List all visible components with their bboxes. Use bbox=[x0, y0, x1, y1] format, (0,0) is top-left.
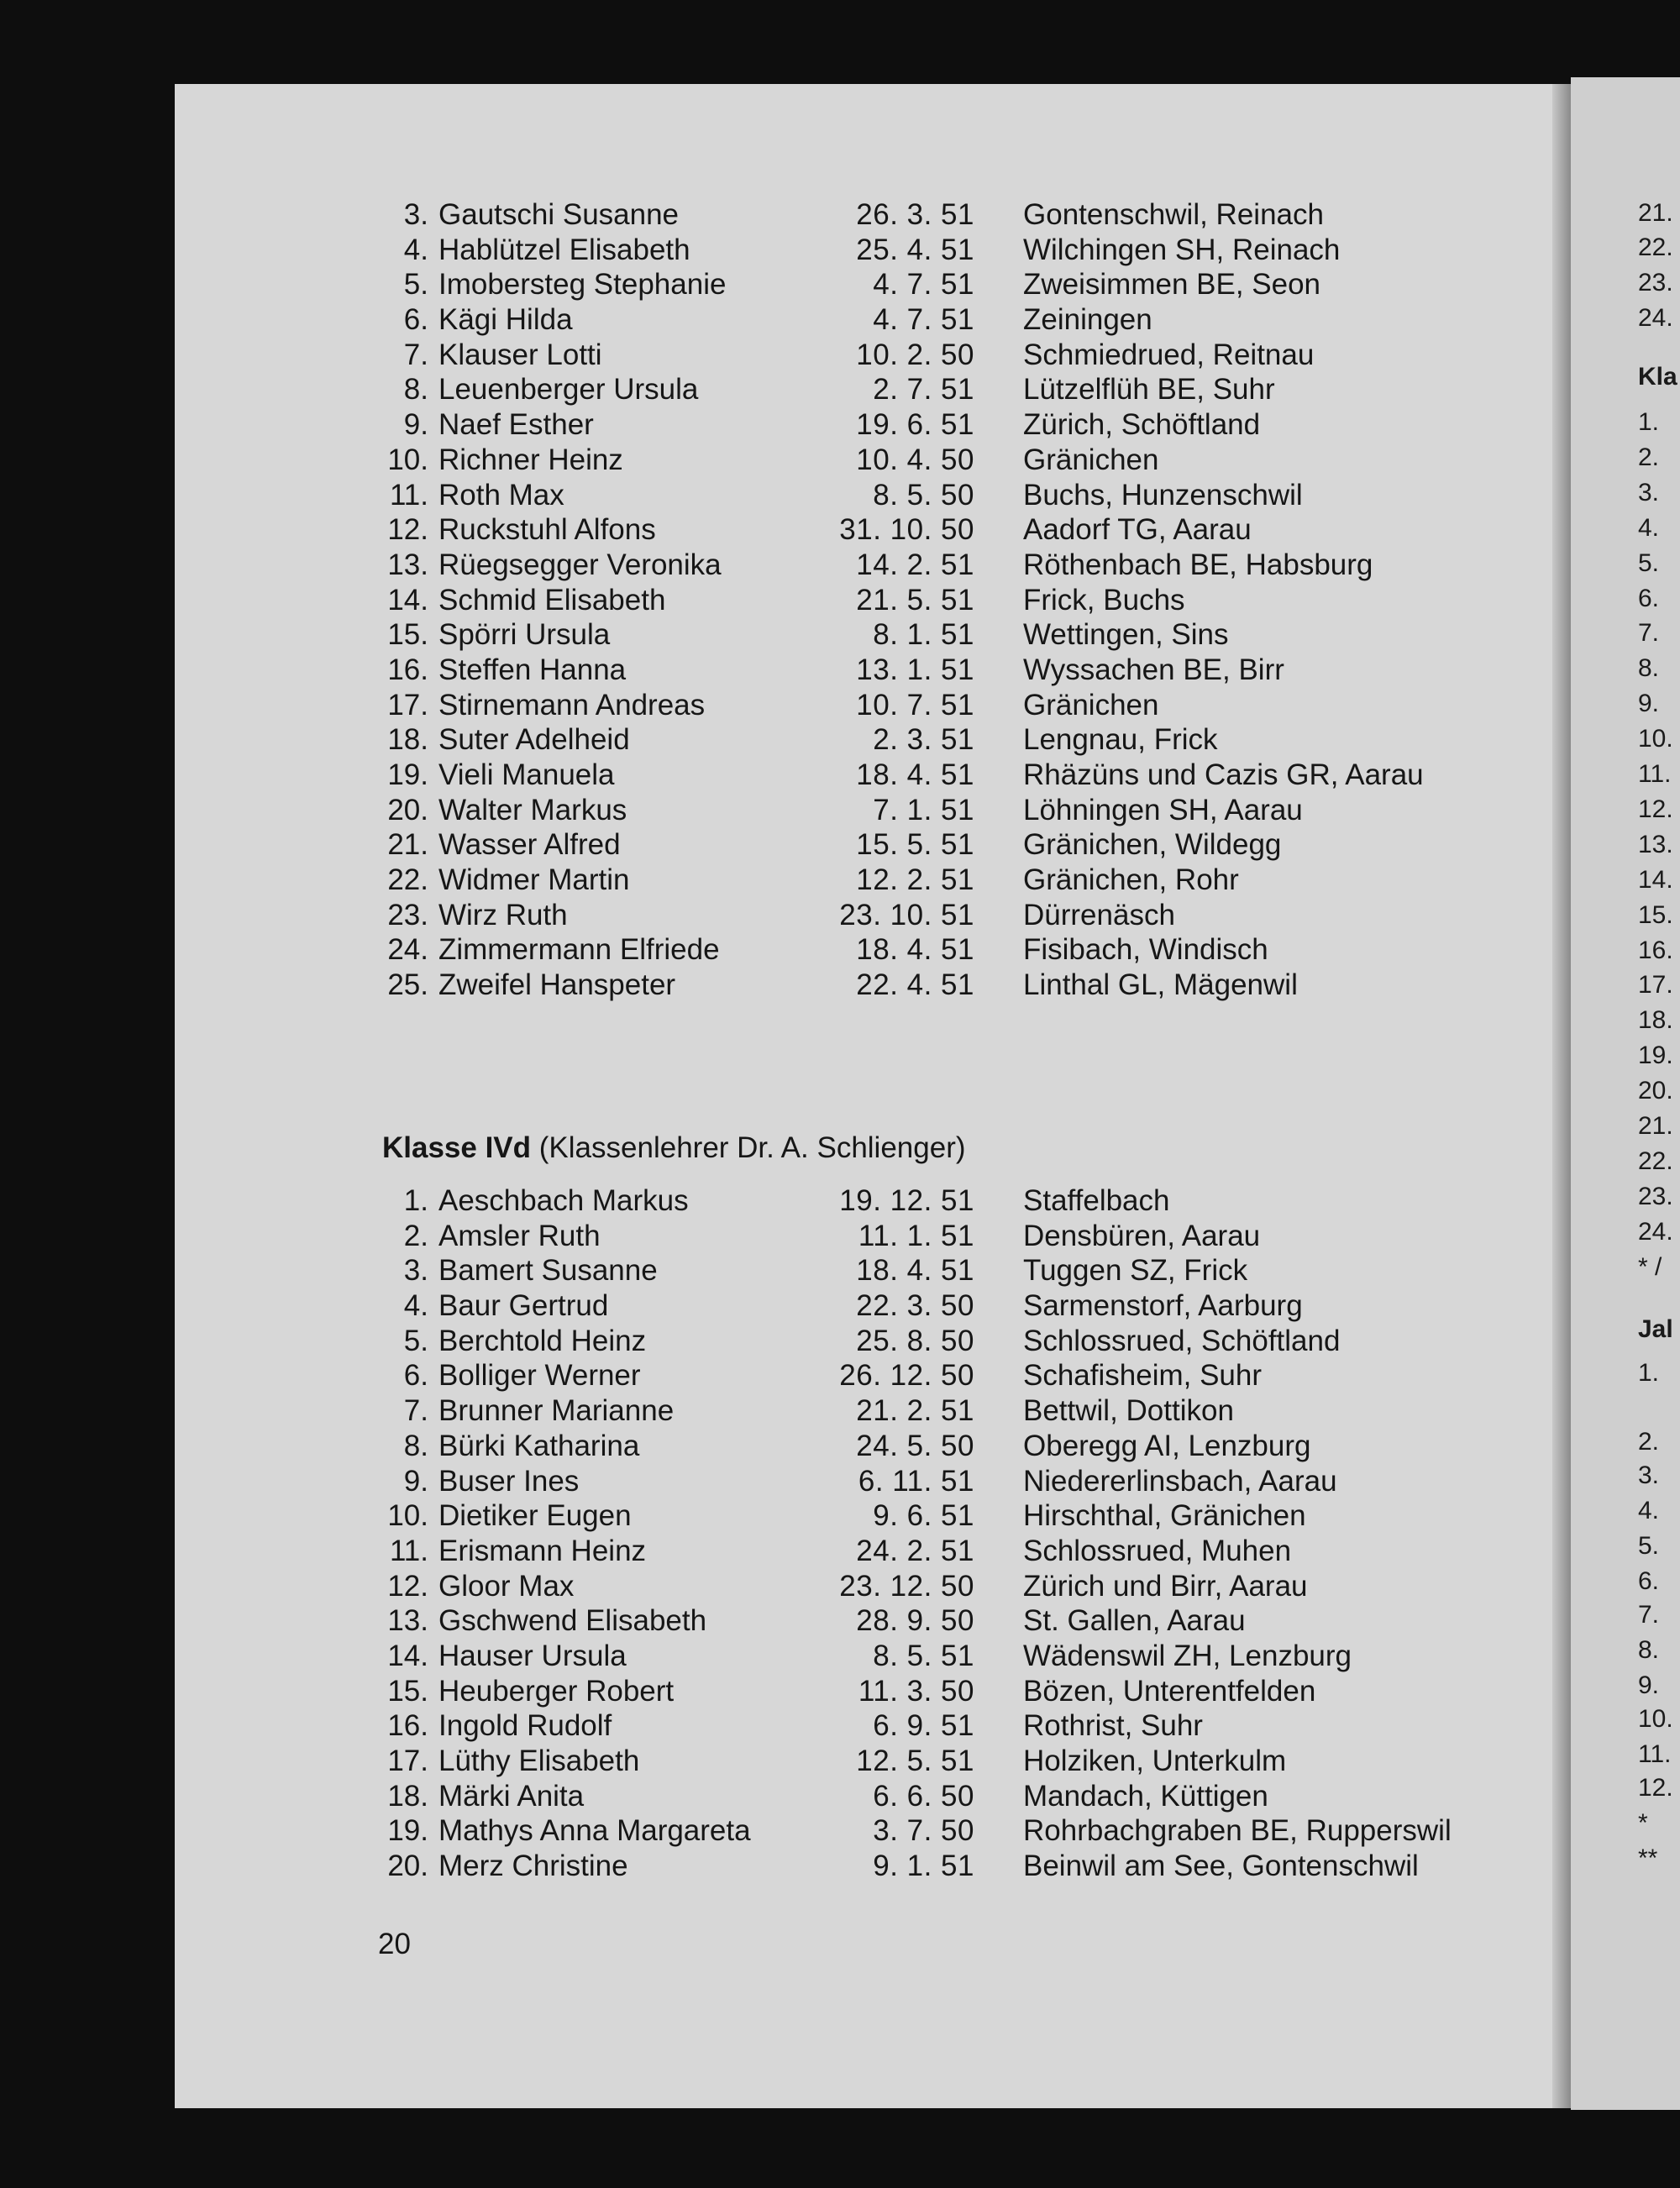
student-name: Berchtold Heinz bbox=[438, 1324, 647, 1357]
list-item bbox=[0, 1324, 1680, 1359]
hometown-residence: Tuggen SZ, Frick bbox=[1023, 1254, 1248, 1288]
list-item bbox=[0, 512, 1680, 548]
student-name: Gautschi Susanne bbox=[438, 198, 680, 231]
list-item bbox=[0, 1639, 1680, 1674]
list-item bbox=[0, 1569, 1680, 1604]
birth-date: 23. 12. 50 bbox=[839, 1569, 974, 1603]
birth-date: 21. 5. 51 bbox=[856, 583, 974, 617]
birth-date: 25. 4. 51 bbox=[856, 233, 974, 266]
birth-date: 9. 6. 51 bbox=[873, 1499, 974, 1533]
student-number: 18. bbox=[387, 723, 428, 757]
list-item bbox=[0, 932, 1680, 968]
student-number: 25. bbox=[387, 968, 428, 1002]
student-number: 10. bbox=[387, 1499, 428, 1533]
list-item bbox=[0, 793, 1680, 828]
birth-date: 6. 9. 51 bbox=[873, 1709, 974, 1743]
birth-date: 6. 6. 50 bbox=[873, 1779, 974, 1813]
list-item bbox=[0, 583, 1680, 618]
birth-date: 12. 5. 51 bbox=[856, 1745, 974, 1777]
student-name: Märki Anita bbox=[438, 1779, 585, 1813]
right-page-fragment: 19. bbox=[1638, 1042, 1673, 1070]
birth-date: 2. 3. 51 bbox=[873, 723, 974, 757]
list-item bbox=[0, 197, 1680, 233]
hometown-residence: Schafisheim, Suhr bbox=[1023, 1359, 1263, 1393]
student-number: 9. bbox=[403, 1464, 428, 1498]
list-item bbox=[0, 1498, 1680, 1534]
class-teacher: (Klassenlehrer Dr. A. Schlienger) bbox=[538, 1131, 966, 1164]
birth-date: 23. 10. 51 bbox=[839, 898, 974, 931]
right-page-fragment: 11. bbox=[1638, 1740, 1672, 1768]
hometown-residence: Lützelflüh BE, Suhr bbox=[1023, 373, 1275, 407]
right-page-fragment: 1. bbox=[1638, 1359, 1660, 1387]
student-name: Bürki Katharina bbox=[438, 1429, 640, 1462]
hometown-residence: Schlossrued, Schöftland bbox=[1023, 1324, 1341, 1357]
hometown-residence: Densbüren, Aarau bbox=[1023, 1219, 1261, 1252]
list-item bbox=[0, 478, 1680, 513]
student-number: 6. bbox=[403, 303, 428, 337]
list-item bbox=[0, 1358, 1680, 1393]
student-name: Klauser Lotti bbox=[438, 338, 602, 371]
list-item bbox=[0, 617, 1680, 653]
hometown-residence: Wädenswil ZH, Lenzburg bbox=[1023, 1639, 1352, 1672]
student-number: 4. bbox=[403, 1289, 428, 1323]
list-item bbox=[0, 1849, 1680, 1884]
right-page-fragment: 11. bbox=[1638, 760, 1672, 788]
student-name: Bamert Susanne bbox=[438, 1254, 658, 1288]
student-name: Kägi Hilda bbox=[438, 303, 573, 337]
student-number: 19. bbox=[387, 1814, 428, 1848]
list-item bbox=[0, 1674, 1680, 1709]
birth-date: 10. 4. 50 bbox=[856, 443, 974, 476]
student-number: 11. bbox=[389, 1534, 428, 1567]
student-name: Stirnemann Andreas bbox=[438, 688, 706, 721]
list-item bbox=[0, 372, 1680, 407]
hometown-residence: Röthenbach BE, Habsburg bbox=[1023, 548, 1373, 581]
right-page-fragment: 24. bbox=[1638, 1217, 1673, 1246]
right-page-fragment: Kla bbox=[1638, 363, 1677, 391]
student-name: Naef Esther bbox=[438, 408, 594, 442]
student-number: 20. bbox=[387, 1850, 428, 1883]
student-name: Roth Max bbox=[438, 478, 564, 512]
birth-date: 14. 2. 51 bbox=[856, 548, 974, 581]
right-page-fragment: 7. bbox=[1638, 1601, 1660, 1629]
student-name: Imobersteg Stephanie bbox=[438, 268, 727, 302]
right-page-fragment: 18. bbox=[1638, 1006, 1673, 1035]
student-number: 4. bbox=[403, 233, 428, 266]
birth-date: 10. 7. 51 bbox=[856, 688, 974, 721]
list-item bbox=[0, 233, 1680, 268]
list-item bbox=[0, 758, 1680, 793]
student-name: Bolliger Werner bbox=[438, 1359, 641, 1393]
hometown-residence: Zürich, Schöftland bbox=[1023, 408, 1261, 442]
list-item bbox=[0, 1813, 1680, 1849]
hometown-residence: Gontenschwil, Reinach bbox=[1023, 198, 1324, 231]
student-number: 3. bbox=[403, 198, 428, 231]
student-name: Hauser Ursula bbox=[438, 1639, 627, 1672]
birth-date: 25. 8. 50 bbox=[856, 1324, 974, 1357]
hometown-residence: Gränichen bbox=[1023, 688, 1159, 721]
hometown-residence: Gränichen bbox=[1023, 443, 1159, 476]
student-number: 14. bbox=[387, 583, 428, 617]
hometown-residence: Holziken, Unterkulm bbox=[1023, 1745, 1287, 1777]
list-item bbox=[0, 863, 1680, 898]
student-number: 5. bbox=[403, 1324, 428, 1357]
student-number: 5. bbox=[403, 268, 428, 302]
list-item bbox=[0, 1253, 1680, 1288]
student-number: 16. bbox=[387, 653, 428, 686]
birth-date: 18. 4. 51 bbox=[856, 1254, 974, 1288]
list-item bbox=[0, 1393, 1680, 1429]
birth-date: 26. 12. 50 bbox=[839, 1359, 974, 1393]
student-name: Heuberger Robert bbox=[438, 1674, 675, 1708]
right-page-fragment: 21. bbox=[1638, 1112, 1673, 1140]
student-name: Merz Christine bbox=[438, 1850, 628, 1883]
hometown-residence: Rhäzüns und Cazis GR, Aarau bbox=[1023, 758, 1424, 791]
right-page-fragment: 4. bbox=[1638, 513, 1660, 542]
student-name: Spörri Ursula bbox=[438, 618, 611, 652]
hometown-residence: Gränichen, Wildegg bbox=[1023, 828, 1282, 862]
right-page-fragment: 8. bbox=[1638, 654, 1660, 683]
student-name: Aeschbach Markus bbox=[438, 1184, 689, 1217]
hometown-residence: Rothrist, Suhr bbox=[1023, 1709, 1203, 1743]
student-name: Wirz Ruth bbox=[438, 898, 568, 931]
birth-date: 11. 3. 50 bbox=[858, 1674, 974, 1708]
student-number: 20. bbox=[387, 793, 428, 826]
list-item bbox=[0, 1708, 1680, 1744]
list-item bbox=[0, 1603, 1680, 1639]
birth-date: 31. 10. 50 bbox=[839, 513, 974, 547]
right-page-fragment: 5. bbox=[1638, 1532, 1660, 1560]
birth-date: 8. 5. 51 bbox=[873, 1639, 974, 1672]
student-number: 9. bbox=[403, 408, 428, 442]
right-page-fragment: 5. bbox=[1638, 548, 1660, 577]
birth-date: 4. 7. 51 bbox=[873, 303, 974, 337]
student-name: Ruckstuhl Alfons bbox=[438, 513, 656, 547]
right-page-fragment: 6. bbox=[1638, 584, 1660, 612]
right-page-fragment: 24. bbox=[1638, 304, 1673, 332]
right-page-fragment: 1. bbox=[1638, 408, 1660, 436]
birth-date: 18. 4. 51 bbox=[856, 933, 974, 967]
right-page-fragment: 13. bbox=[1638, 830, 1673, 858]
student-number: 12. bbox=[387, 513, 428, 547]
right-page-fragment: 6. bbox=[1638, 1567, 1660, 1595]
student-number: 23. bbox=[387, 898, 428, 931]
list-item bbox=[0, 267, 1680, 302]
student-number: 19. bbox=[387, 758, 428, 791]
hometown-residence: Wyssachen BE, Birr bbox=[1023, 653, 1284, 686]
student-name: Erismann Heinz bbox=[438, 1534, 647, 1567]
right-page-fragment: 14. bbox=[1638, 865, 1673, 894]
hometown-residence: Beinwil am See, Gontenschwil bbox=[1023, 1850, 1419, 1883]
birth-date: 19. 6. 51 bbox=[856, 408, 974, 442]
student-number: 11. bbox=[389, 478, 428, 512]
student-number: 1. bbox=[403, 1184, 428, 1217]
student-name: Wasser Alfred bbox=[438, 828, 621, 862]
student-number: 2. bbox=[403, 1219, 428, 1252]
student-number: 18. bbox=[387, 1779, 428, 1813]
student-name: Zweifel Hanspeter bbox=[438, 968, 676, 1002]
hometown-residence: Lengnau, Frick bbox=[1023, 723, 1218, 757]
birth-date: 4. 7. 51 bbox=[873, 268, 974, 302]
list-item bbox=[0, 653, 1680, 688]
right-page-fragment: Jal bbox=[1638, 1315, 1673, 1343]
student-number: 14. bbox=[387, 1639, 428, 1672]
list-item bbox=[0, 548, 1680, 583]
student-number: 24. bbox=[387, 933, 428, 967]
birth-date: 8. 1. 51 bbox=[873, 618, 974, 652]
hometown-residence: Rohrbachgraben BE, Rupperswil bbox=[1023, 1814, 1452, 1848]
student-name: Ingold Rudolf bbox=[438, 1709, 612, 1743]
birth-date: 10. 2. 50 bbox=[856, 338, 974, 371]
birth-date: 11. 1. 51 bbox=[858, 1219, 974, 1252]
list-item bbox=[0, 898, 1680, 933]
right-page-fragment: * bbox=[1638, 1809, 1648, 1837]
list-item bbox=[0, 968, 1680, 1003]
student-number: 13. bbox=[387, 548, 428, 581]
birth-date: 28. 9. 50 bbox=[856, 1604, 974, 1638]
student-name: Gschwend Elisabeth bbox=[438, 1604, 707, 1638]
list-item bbox=[0, 827, 1680, 863]
birth-date: 26. 3. 51 bbox=[856, 198, 974, 231]
student-name: Mathys Anna Margareta bbox=[438, 1814, 751, 1848]
birth-date: 22. 4. 51 bbox=[856, 968, 974, 1002]
student-number: 22. bbox=[387, 863, 428, 897]
list-item bbox=[0, 1779, 1680, 1814]
right-page-fragment: 3. bbox=[1638, 1461, 1660, 1489]
student-number: 10. bbox=[387, 443, 428, 476]
right-page-fragment: 9. bbox=[1638, 690, 1660, 718]
student-name: Gloor Max bbox=[438, 1569, 575, 1603]
hometown-residence: Frick, Buchs bbox=[1023, 583, 1185, 617]
hometown-residence: Hirschthal, Gränichen bbox=[1023, 1499, 1306, 1533]
hometown-residence: Bettwil, Dottikon bbox=[1023, 1394, 1234, 1428]
student-number: 3. bbox=[403, 1254, 428, 1288]
birth-date: 13. 1. 51 bbox=[856, 653, 974, 686]
right-page-fragment: 3. bbox=[1638, 478, 1660, 506]
student-name: Hablützel Elisabeth bbox=[438, 233, 690, 266]
right-page-fragment: 17. bbox=[1638, 971, 1673, 1000]
hometown-residence: Dürrenäsch bbox=[1023, 898, 1175, 931]
student-number: 17. bbox=[387, 1745, 428, 1777]
hometown-residence: Wilchingen SH, Reinach bbox=[1023, 233, 1341, 266]
right-page-fragment: 8. bbox=[1638, 1636, 1660, 1664]
list-item bbox=[0, 1429, 1680, 1464]
student-number: 17. bbox=[387, 688, 428, 721]
birth-date: 9. 1. 51 bbox=[873, 1850, 974, 1883]
right-page-fragment: 23. bbox=[1638, 269, 1673, 296]
birth-date: 19. 12. 51 bbox=[839, 1184, 974, 1217]
list-item bbox=[0, 688, 1680, 723]
right-page-fragment: 7. bbox=[1638, 619, 1660, 648]
hometown-residence: Zweisimmen BE, Seon bbox=[1023, 268, 1321, 302]
right-page-fragment: 9. bbox=[1638, 1671, 1660, 1699]
hometown-residence: Wettingen, Sins bbox=[1023, 618, 1229, 652]
right-page-fragment: 21. bbox=[1638, 199, 1673, 227]
student-name: Steffen Hanna bbox=[438, 653, 627, 686]
birth-date: 22. 3. 50 bbox=[856, 1289, 974, 1323]
hometown-residence: Gränichen, Rohr bbox=[1023, 863, 1239, 897]
right-page-fragment: 20. bbox=[1638, 1077, 1673, 1105]
page-number: 20 bbox=[378, 1928, 411, 1960]
student-number: 7. bbox=[403, 1394, 428, 1428]
hometown-residence: Bözen, Unterentfelden bbox=[1023, 1674, 1316, 1708]
list-item bbox=[0, 302, 1680, 338]
list-item bbox=[0, 1183, 1680, 1219]
birth-date: 7. 1. 51 bbox=[873, 793, 974, 826]
right-page-fragment: * / bbox=[1638, 1253, 1662, 1281]
hometown-residence: Aadorf TG, Aarau bbox=[1023, 513, 1252, 547]
hometown-residence: Sarmenstorf, Aarburg bbox=[1023, 1289, 1303, 1323]
hometown-residence: Mandach, Küttigen bbox=[1023, 1779, 1268, 1813]
student-name: Leuenberger Ursula bbox=[438, 373, 699, 407]
birth-date: 12. 2. 51 bbox=[856, 863, 974, 897]
student-name: Rüegsegger Veronika bbox=[438, 548, 722, 581]
hometown-residence: Buchs, Hunzenschwil bbox=[1023, 478, 1303, 512]
student-name: Widmer Martin bbox=[438, 863, 630, 897]
student-name: Walter Markus bbox=[438, 793, 627, 826]
hometown-residence: Linthal GL, Mägenwil bbox=[1023, 968, 1298, 1002]
list-item bbox=[0, 1219, 1680, 1254]
list-item bbox=[0, 1464, 1680, 1499]
student-name: Amsler Ruth bbox=[438, 1219, 601, 1252]
list-item bbox=[0, 407, 1680, 443]
hometown-residence: Zürich und Birr, Aarau bbox=[1023, 1569, 1308, 1603]
right-page-fragment: 23. bbox=[1638, 1182, 1673, 1210]
student-number: 8. bbox=[403, 1429, 428, 1462]
hometown-residence: Zeiningen bbox=[1023, 303, 1152, 337]
right-page-fragment: 15. bbox=[1638, 900, 1673, 929]
student-list-continued bbox=[0, 197, 1680, 1003]
hometown-residence: Löhningen SH, Aarau bbox=[1023, 793, 1303, 826]
list-item bbox=[0, 1744, 1680, 1779]
student-number: 13. bbox=[387, 1604, 428, 1638]
hometown-residence: St. Gallen, Aarau bbox=[1023, 1604, 1246, 1638]
student-number: 6. bbox=[403, 1359, 428, 1393]
student-name: Buser Ines bbox=[438, 1464, 580, 1498]
list-item bbox=[0, 722, 1680, 758]
right-page-fragment: 16. bbox=[1638, 936, 1673, 964]
student-name: Lüthy Elisabeth bbox=[438, 1745, 640, 1777]
right-page-fragment: 4. bbox=[1638, 1497, 1660, 1524]
right-page-fragment: 22. bbox=[1638, 1146, 1673, 1175]
student-name: Suter Adelheid bbox=[438, 723, 630, 757]
right-page-fragment: 2. bbox=[1638, 443, 1660, 471]
student-number: 8. bbox=[403, 373, 428, 407]
student-number: 15. bbox=[387, 618, 428, 652]
student-name: Zimmermann Elfriede bbox=[438, 933, 720, 967]
student-number: 16. bbox=[387, 1709, 428, 1743]
right-page-fragment: 10. bbox=[1638, 725, 1673, 753]
hometown-residence: Schlossrued, Muhen bbox=[1023, 1534, 1292, 1567]
student-name: Richner Heinz bbox=[438, 443, 623, 476]
hometown-residence: Staffelbach bbox=[1023, 1184, 1170, 1217]
birth-date: 15. 5. 51 bbox=[856, 828, 974, 862]
list-item bbox=[0, 1288, 1680, 1324]
birth-date: 3. 7. 50 bbox=[873, 1814, 974, 1848]
hometown-residence: Fisibach, Windisch bbox=[1023, 933, 1268, 967]
birth-date: 21. 2. 51 bbox=[856, 1394, 974, 1428]
birth-date: 6. 11. 51 bbox=[858, 1464, 974, 1498]
student-name: Dietiker Eugen bbox=[438, 1499, 632, 1533]
birth-date: 2. 7. 51 bbox=[873, 373, 974, 407]
right-page-fragment: 22. bbox=[1638, 233, 1673, 261]
right-page-fragment: ** bbox=[1638, 1844, 1658, 1872]
birth-date: 24. 2. 51 bbox=[856, 1534, 974, 1567]
birth-date: 18. 4. 51 bbox=[856, 758, 974, 791]
hometown-residence: Niedererlinsbach, Aarau bbox=[1023, 1464, 1337, 1498]
birth-date: 24. 5. 50 bbox=[856, 1429, 974, 1462]
right-page-fragment: 12. bbox=[1638, 1774, 1673, 1802]
class-heading bbox=[382, 1131, 966, 1165]
hometown-residence: Schmiedrued, Reitnau bbox=[1023, 338, 1315, 371]
student-name: Schmid Elisabeth bbox=[438, 583, 666, 617]
right-page-fragment: 10. bbox=[1638, 1705, 1673, 1733]
list-item bbox=[0, 338, 1680, 373]
birth-date: 8. 5. 50 bbox=[873, 478, 974, 512]
right-page-fragment: 2. bbox=[1638, 1428, 1660, 1456]
right-page-fragment: 12. bbox=[1638, 795, 1673, 823]
student-name: Vieli Manuela bbox=[438, 758, 615, 791]
student-name: Brunner Marianne bbox=[438, 1394, 675, 1428]
student-number: 12. bbox=[387, 1569, 428, 1603]
student-number: 7. bbox=[403, 338, 428, 371]
class-title: Klasse IVd bbox=[382, 1131, 532, 1164]
list-item bbox=[0, 1534, 1680, 1569]
hometown-residence: Oberegg AI, Lenzburg bbox=[1023, 1429, 1311, 1462]
list-item bbox=[0, 443, 1680, 478]
student-number: 15. bbox=[387, 1674, 428, 1708]
student-number: 21. bbox=[387, 828, 428, 862]
student-list-ivd bbox=[0, 1183, 1680, 1884]
student-name: Baur Gertrud bbox=[438, 1289, 609, 1323]
